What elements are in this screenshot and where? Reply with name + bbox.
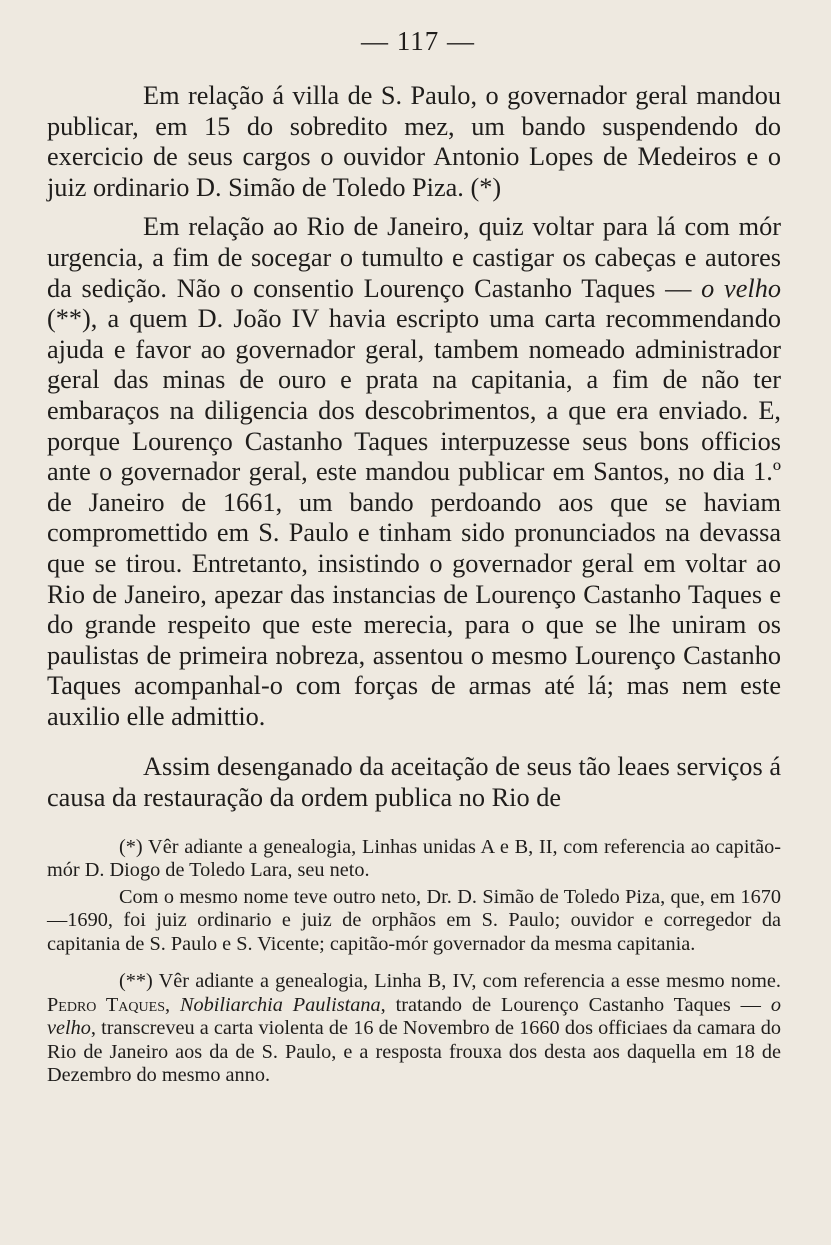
paragraph-2-text-b: (**), a quem D. João IV havia escripto uma carta recommendando ajuda e favor ao governador geral, tambem nomeado administrador geral das minas de ouro e prata na capitania, a fim de não ter embaraços na diligencia dos descobrimentos, a que era enviado. E, porque Lourenço Castanho Taques interpuzesse seus bons officios ante o governador geral, este mandou publicar em Santos, no dia 1.º de Janeiro de 1661, um bando perdoando aos que se haviam compromettido em S. Paulo e tinham sido pronunciados na devassa que se tirou. Entretanto, insistindo o governador geral em voltar ao Rio de Janeiro, apezar das instancias de Lourenço Castanho Taques e do grande respeito que este merecia, para o que se lhe uniram os paulistas de primeira nobreza, assentou o mesmo Lourenço Castanho Taques acompanhal-o com forças de armas até lá; mas nem este auxilio elle admittio. — [47, 304, 781, 731]
footnote-2-text-d: , transcreveu a carta violenta de 16 de Novembro de 1660 dos officiaes da camara do Rio de Janeiro aos da de S. Paulo, e a resposta frouxa dos desta aos daquella em 18 de Dezembro do mesmo anno. — [47, 1017, 781, 1087]
main-text — [47, 81, 781, 814]
paragraph-2-text-a: Em relação ao Rio de Janeiro, quiz voltar para lá com mór urgencia, a fim de socegar o tumulto e castigar os cabeças e autores da sedição. Não o consentio Lourenço Castanho Taques — — [47, 212, 781, 303]
paragraph-3: Assim desenganado da aceitação de seus tão leaes serviços á causa da restauração da ordem publica no Rio de — [47, 752, 781, 813]
footnote-2-text-c: , tratando de Lourenço Castanho Taques — — [380, 993, 771, 1016]
footnote-2-italic: o velho — [47, 993, 781, 1040]
page-number: — 117 — — [361, 26, 475, 56]
footnote-2-author: Pedro Taques — [47, 993, 165, 1016]
footnote-1: (*) Vêr adiante a genealogia, Linhas unidas A e B, II, com referencia ao capitão-mór D. Diogo de Toledo Lara, seu neto. — [47, 835, 781, 882]
footnote-2-work-title: Nobiliarchia Paulistana — [179, 993, 381, 1016]
footnote-2 — [47, 970, 781, 1088]
footnote-2-text-a: (**) Vêr adiante a genealogia, Linha B, IV, com referencia a esse mesmo nome. — [119, 970, 781, 993]
paragraph-1: Em relação á villa de S. Paulo, o governador geral mandou publicar, em 15 do sobredito mez, um bando suspendendo do exercicio de seus cargos o ouvidor Antonio Lopes de Medeiros e o juiz ordinario D. Simão de Toledo Piza. (*) — [47, 81, 781, 202]
footnotes — [47, 836, 781, 1088]
footnote-2-text-b: , — [164, 993, 180, 1016]
paragraph-2-italic: o velho — [701, 273, 781, 303]
footnote-1-continuation: Com o mesmo nome teve outro neto, Dr. D. Simão de Toledo Piza, que, em 1670—1690, foi juiz ordinario e juiz de orphãos em S. Paulo; ouvidor e corregedor da capitania de S. Paulo e S. Vicente; capitão-mór governador da mesma capitania. — [47, 885, 781, 955]
paragraph-2 — [47, 212, 781, 732]
